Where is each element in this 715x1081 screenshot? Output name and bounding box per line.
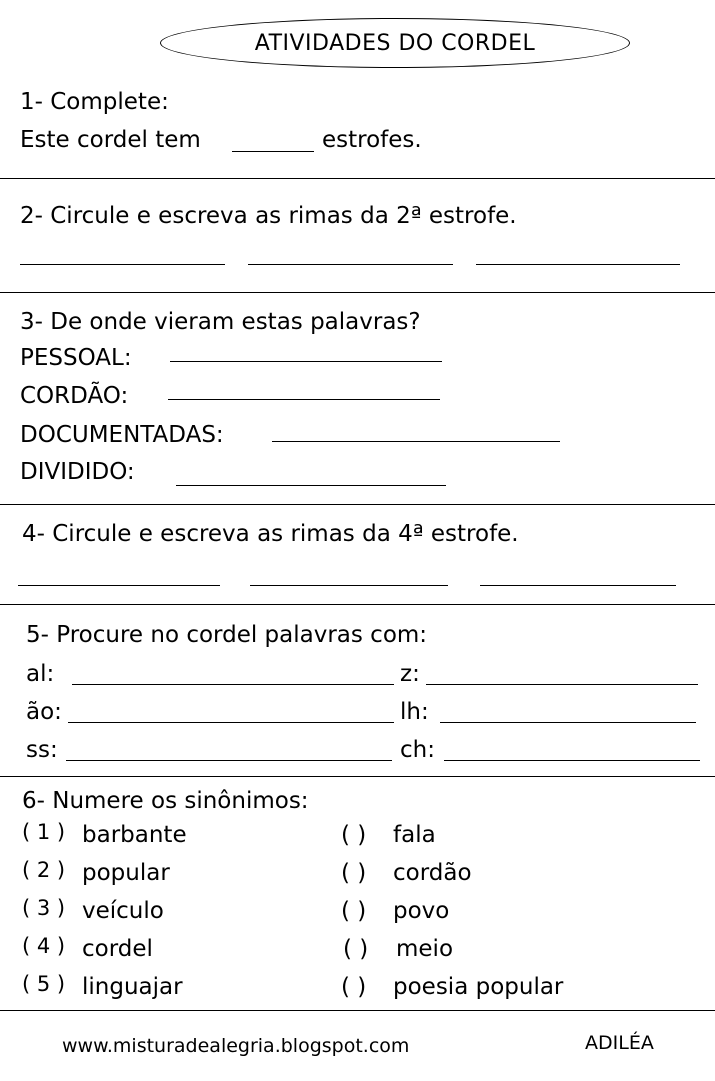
q6-left-word: cordel	[82, 936, 153, 962]
q3-word-dividido: DIVIDIDO:	[20, 459, 135, 485]
q5-blank-ss[interactable]	[66, 760, 392, 761]
q5-label-ss: ss:	[26, 737, 58, 763]
section-divider	[0, 504, 715, 505]
q6-left-number: ( 4 )	[22, 934, 66, 958]
q5-blank-z[interactable]	[426, 684, 698, 685]
q6-left-number: ( 1 )	[22, 820, 66, 844]
q6-right-paren[interactable]: ( )	[341, 898, 367, 924]
q6-right-word: meio	[396, 936, 454, 962]
q6-left-word: barbante	[82, 822, 187, 848]
q6-right-word: fala	[393, 822, 436, 848]
q6-right-paren[interactable]: ( )	[341, 974, 367, 1000]
footer-author: ADILÉA	[585, 1032, 654, 1054]
q6-left-number: ( 2 )	[22, 858, 66, 882]
q6-left-word: veículo	[82, 898, 164, 924]
q4-blank-2[interactable]	[250, 585, 448, 586]
q5-blank-ch[interactable]	[444, 760, 700, 761]
q2-heading: 2- Circule e escreva as rimas da 2ª estrofe.	[20, 203, 517, 229]
q1-blank[interactable]	[232, 151, 314, 152]
q1-text-before: Este cordel tem	[20, 127, 201, 153]
q5-label-lh: lh:	[400, 699, 429, 725]
section-divider	[0, 604, 715, 605]
q6-left-word: popular	[82, 860, 170, 886]
q3-blank-dividido[interactable]	[176, 485, 446, 486]
q5-heading: 5- Procure no cordel palavras com:	[26, 622, 428, 648]
q6-right-paren[interactable]: ( )	[343, 936, 369, 962]
footer-site: www.misturadealegria.blogspot.com	[62, 1035, 410, 1057]
q6-left-number: ( 3 )	[22, 896, 66, 920]
q3-heading: 3- De onde vieram estas palavras?	[20, 309, 421, 335]
section-divider	[0, 1010, 715, 1011]
q3-blank-pessoal[interactable]	[170, 361, 442, 362]
q6-right-word: poesia popular	[393, 974, 564, 1000]
q4-heading: 4- Circule e escreva as rimas da 4ª estrofe.	[22, 521, 519, 547]
section-divider	[0, 292, 715, 293]
section-divider	[0, 776, 715, 777]
q5-blank-al[interactable]	[72, 684, 394, 685]
q4-blank-1[interactable]	[18, 585, 220, 586]
q5-label-al: al:	[26, 661, 55, 687]
q5-blank-lh[interactable]	[440, 722, 696, 723]
q3-word-cordao: CORDÃO:	[20, 383, 129, 409]
q1-heading: 1- Complete:	[20, 89, 169, 115]
page-title: ATIVIDADES DO CORDEL	[254, 30, 536, 56]
q4-blank-3[interactable]	[480, 585, 676, 586]
q6-right-paren[interactable]: ( )	[341, 860, 367, 886]
q5-label-z: z:	[400, 661, 420, 687]
q6-left-number: ( 5 )	[22, 972, 66, 996]
q6-right-paren[interactable]: ( )	[341, 822, 367, 848]
q6-left-word: linguajar	[82, 974, 183, 1000]
q6-right-word: povo	[393, 898, 450, 924]
q2-blank-1[interactable]	[20, 264, 225, 265]
q3-word-pessoal: PESSOAL:	[20, 345, 132, 371]
q3-blank-cordao[interactable]	[168, 399, 440, 400]
q2-blank-3[interactable]	[476, 264, 680, 265]
q2-blank-2[interactable]	[248, 264, 453, 265]
q5-blank-ao[interactable]	[68, 722, 394, 723]
q6-heading: 6- Numere os sinônimos:	[22, 788, 309, 814]
q5-label-ch: ch:	[400, 737, 435, 763]
q1-text-after: estrofes.	[322, 127, 422, 153]
q3-word-documentadas: DOCUMENTADAS:	[20, 422, 224, 448]
q3-blank-documentadas[interactable]	[272, 441, 560, 442]
q6-right-word: cordão	[393, 860, 472, 886]
section-divider	[0, 178, 715, 179]
q5-label-ao: ão:	[26, 699, 62, 725]
